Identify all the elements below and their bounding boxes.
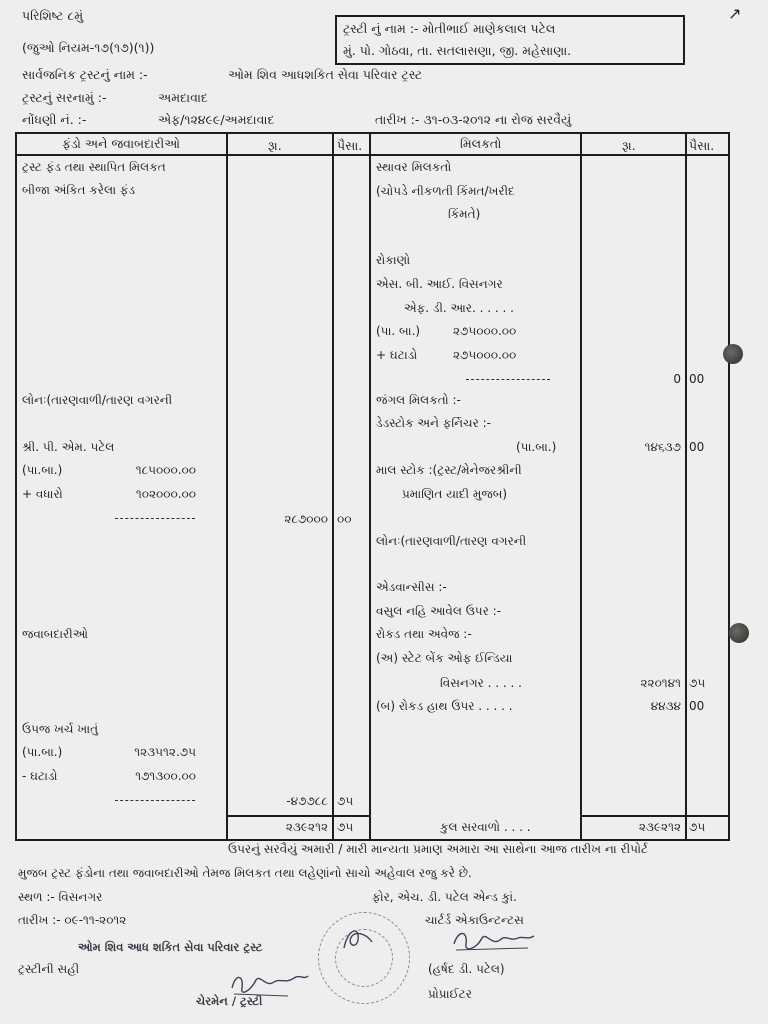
bank-a: (અ) સ્ટેટ બેંક ઓફ ઈન્ડિયા bbox=[376, 651, 513, 665]
col-divider bbox=[226, 132, 228, 839]
right-grand-total: ૨૩૯૨૧૨ bbox=[638, 820, 681, 834]
fd-total-paise: 00 bbox=[689, 372, 705, 386]
partner-signature bbox=[448, 924, 538, 958]
bank-amount: ૨૨૦૧૪૧ bbox=[640, 676, 681, 690]
chairman-label: ચેરમેન / ટ્રસ્ટી bbox=[196, 994, 263, 1008]
bank-visnagar: વિસનગર . . . . . bbox=[440, 676, 522, 690]
fd-less-label: + ઘટાડો bbox=[376, 348, 418, 362]
proprietor-label: પ્રોપ્રાઈટર bbox=[428, 987, 472, 1001]
advances: એડવાન્સીસ :- bbox=[376, 580, 447, 594]
address-label: ટ્રસ્ટનું સરનામું :- bbox=[22, 90, 107, 105]
total-rule-right bbox=[580, 815, 728, 817]
loan-heading: લોનઃ(તારણવાળી/તારણ વગરની bbox=[22, 393, 173, 407]
left-grand-total: ૨૩૯૨૧૨ bbox=[285, 820, 328, 834]
trust-name: ઓમ શિવ આધશકિત સેવા પરિવાર ટ્રસ્ટ bbox=[228, 67, 423, 82]
loans-right: લોનઃ(તારણવાળી/તારણ વગરની bbox=[376, 534, 527, 548]
fdr-line: એફ. ડી. આર. . . . . . bbox=[404, 301, 514, 315]
sbi-visnagar: એસ. બી. આઈ. વિસનગર bbox=[376, 277, 503, 291]
loan-total: ૨૮૭૦૦૦ bbox=[284, 512, 328, 526]
report-date: તારીખ :- ૦૯-૧૧-૨૦૧૨ bbox=[18, 913, 127, 927]
unrecovered: વસુલ નહિ આવેલ ઉપર :- bbox=[376, 604, 501, 618]
trust-fund-row: ટ્રસ્ટ ફંડ તથા સ્થાપિત મિલકત bbox=[22, 160, 166, 174]
right-grand-total-paise: ૭૫ bbox=[689, 820, 706, 834]
partner-name: (હર્ષદ ડી. પટેલ) bbox=[428, 962, 505, 976]
ie-balance-label: (પા.બા.) bbox=[22, 745, 63, 759]
deadstock-label: (પા.બા.) bbox=[516, 440, 557, 454]
investments-heading: રોકાણો bbox=[376, 253, 411, 267]
stock-line1: માલ સ્ટોક :(ટ્રસ્ટ/મેનેજરશ્રીની bbox=[376, 463, 522, 477]
registration-number: એફ/૧૨૪૯૯/અમદાવાદ bbox=[158, 112, 275, 127]
loan-addition: ૧૦૨૦૦૦.૦૦ bbox=[135, 487, 196, 501]
header-rs-right: રૂા. bbox=[622, 138, 636, 153]
loan-balance-label: (પા.બા.) bbox=[22, 463, 63, 477]
punch-hole bbox=[729, 623, 749, 643]
header-property: મિલકતો bbox=[460, 136, 502, 151]
fd-balance-label: (પા. બા.) bbox=[376, 324, 421, 338]
header-paise-right: પૈસા. bbox=[689, 138, 715, 153]
deadstock-furniture: ડેડસ્ટોક અને ફર્નિચર :- bbox=[376, 416, 492, 430]
chairman-signature bbox=[228, 966, 312, 1000]
appendix-title: પરિશિષ્ટ ૮મું bbox=[22, 8, 84, 23]
ie-less-label: - ઘટાડો bbox=[22, 769, 58, 783]
rule-reference: (જુઓ નિયમ-૧૭(૧૭)(૧)) bbox=[22, 40, 155, 55]
liabilities-heading: જવાબદારીઓ bbox=[22, 627, 88, 641]
header-rule bbox=[15, 154, 730, 156]
place: સ્થળ :- વિસનગર bbox=[18, 890, 103, 904]
balance-sheet-date: તારીખ :- ૩૧-૦૩-૨૦૧૨ ના રોજ સરવૈયું bbox=[375, 112, 572, 127]
book-value-line1: (ચોપડે નીકળતી કિંમત/ખરીદ bbox=[376, 184, 515, 198]
deadstock-amount: ૧૪૬૩૭ bbox=[644, 440, 681, 454]
fd-less: ૨૭૫૦૦૦.૦૦ bbox=[453, 348, 517, 362]
header-funds: ફંડો અને જવાબદારીઓ bbox=[62, 136, 181, 151]
header-paise-left: પૈસા. bbox=[337, 138, 363, 153]
cash-and-bank: રોકડ તથા અવેજ :- bbox=[376, 627, 472, 641]
ie-total-paise: ૭૫ bbox=[337, 794, 354, 808]
immovable-property: સ્થાવર મિલકતો bbox=[376, 160, 452, 174]
dash-rule bbox=[115, 800, 195, 801]
statement-line2: મુજબ ટ્રસ્ટ ફંડોના તથા જવાબદારીઓ તેમજ મિલકત તથા લહેણાંનો સાચો અહેવાલ રજુ કરે છે. bbox=[18, 866, 472, 880]
ie-less: ૧૭૧૩૦૦.૦૦ bbox=[135, 769, 196, 783]
loan-total-paise: ૦૦ bbox=[337, 512, 352, 526]
header-rs-left: રૂા. bbox=[268, 138, 282, 153]
bank-paise: ૭૫ bbox=[689, 676, 706, 690]
trustee-name: ટ્રસ્ટી નું નામ :- મોતીભાઈ માણેકલાલ પટેલ bbox=[343, 21, 556, 36]
income-expense-heading: ઉપજ ખર્ચ ખાતું bbox=[22, 722, 99, 736]
cash-in-hand: (બ) રોકડ હાથ ઉપર . . . . . bbox=[376, 699, 513, 713]
loan-balance: ૧૮૫૦૦૦.૦૦ bbox=[135, 463, 196, 477]
book-value-line2: કિંમતે) bbox=[448, 207, 481, 221]
movable-property: જંગલ મિલકતો :- bbox=[376, 393, 461, 407]
trustee-address: મું. પો. ગોઠવા, તા. સતલાસણા, જી. મહેસાણા. bbox=[343, 43, 572, 58]
total-rule-left bbox=[226, 815, 370, 817]
corner-mark: ↗ bbox=[728, 4, 742, 23]
col-divider bbox=[580, 132, 582, 839]
trust-name-label: સાર્વજનિક ટ્રસ્ટનું નામ :- bbox=[22, 67, 148, 82]
deadstock-paise: 00 bbox=[689, 440, 705, 454]
trust-stamp-text: ઓમ શિવ આધ શકિત સેવા પરિવાર ટ્રસ્ટ bbox=[78, 940, 263, 954]
dash-rule bbox=[115, 518, 195, 519]
trustee-signature-label: ટ્રસ્ટીની સહી bbox=[18, 962, 80, 976]
ie-balance: ૧૨૩૫૧૨.૭૫ bbox=[134, 745, 196, 759]
cash-paise: 00 bbox=[689, 699, 705, 713]
registration-label: નોંધણી નં. :- bbox=[22, 112, 87, 127]
left-grand-total-paise: ૭૫ bbox=[337, 820, 354, 834]
chartered-accountants: ચાર્ટર્ડ એકાઉન્ટન્ટસ bbox=[425, 913, 524, 927]
cash-amount: ૪૪૩૪ bbox=[650, 699, 681, 713]
dash-rule bbox=[466, 379, 550, 380]
trustee-box bbox=[335, 15, 685, 65]
stock-line2: પ્રમાણિત યાદી મુજબ) bbox=[402, 487, 508, 501]
auditor-firm: ફોર, એચ. ડી. પટેલ એન્ડ કાું. bbox=[372, 890, 517, 904]
address-value: અમદાવાદ bbox=[158, 90, 208, 105]
other-funds-row: બીજા અંકિત કરેલા ફંડ bbox=[22, 183, 135, 197]
fd-balance: ૨૭૫૦૦૦.૦૦ bbox=[453, 324, 517, 338]
punch-hole bbox=[723, 344, 743, 364]
loan-addition-label: + વધારો bbox=[22, 487, 63, 501]
auditor-initial-signature bbox=[338, 920, 378, 960]
loan-party: શ્રી. પી. એમ. પટેલ bbox=[22, 440, 115, 454]
statement-line1: ઉપરનું સરવૈયું અમારી / મારી માન્યતા પ્રમાણ અમારા આ સાથેના આજ તારીખ ના રીપોર્ટ bbox=[228, 842, 648, 856]
col-divider bbox=[332, 132, 334, 839]
ie-total: -૪૭૭૮૮ bbox=[286, 794, 328, 808]
total-label: કુલ સરવાળો . . . . bbox=[440, 820, 531, 834]
col-divider bbox=[369, 132, 371, 839]
fd-total: 0 bbox=[673, 372, 681, 386]
col-divider bbox=[685, 132, 687, 839]
